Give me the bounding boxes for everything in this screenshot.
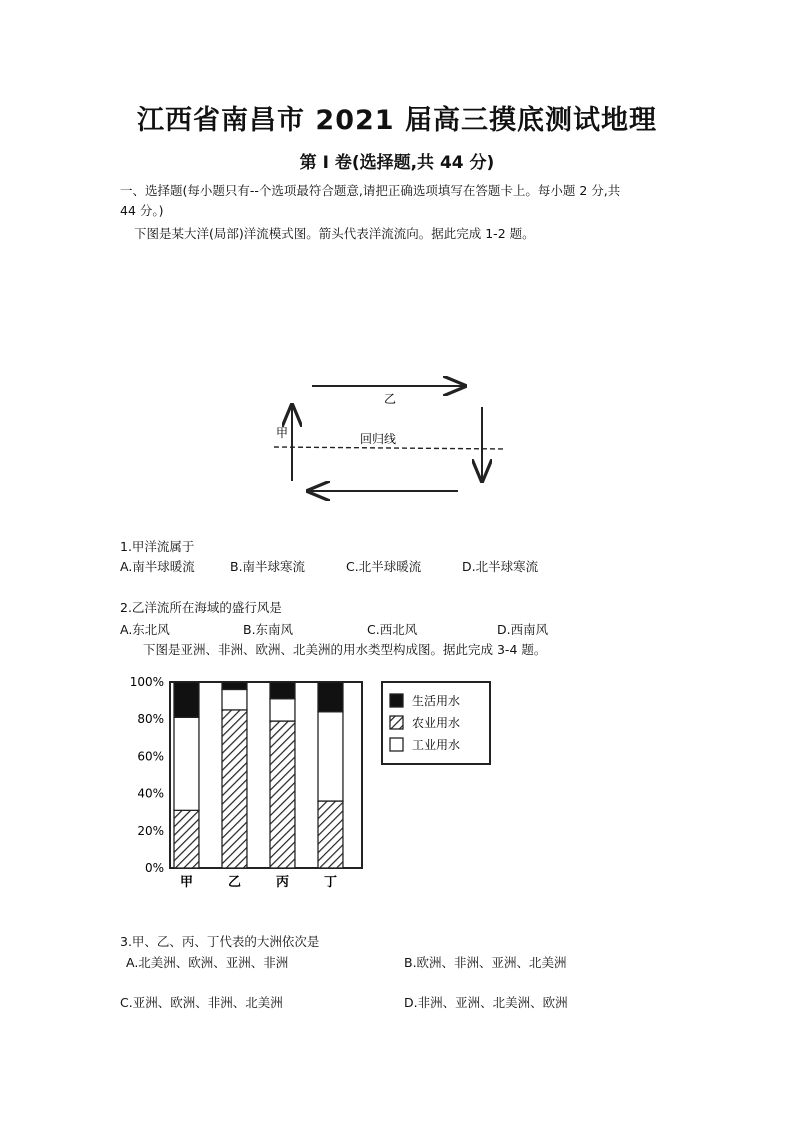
legend-swatch bbox=[390, 738, 403, 751]
q2-option-c[interactable]: C.西北风 bbox=[367, 622, 418, 637]
q1-option-b[interactable]: B.南半球寒流 bbox=[230, 559, 306, 574]
ocean-current-diagram bbox=[260, 365, 520, 515]
tropic-line bbox=[274, 447, 506, 449]
y-tick-label: 40% bbox=[137, 786, 164, 801]
x-tick-label: 乙 bbox=[227, 875, 241, 890]
bar-segment bbox=[270, 721, 295, 868]
x-tick-label: 甲 bbox=[179, 875, 193, 890]
label-tropic: 回归线 bbox=[360, 432, 397, 446]
legend-swatch bbox=[390, 716, 403, 729]
bar-segment bbox=[318, 712, 343, 801]
x-tick-label: 丁 bbox=[323, 875, 337, 890]
bar-segment bbox=[222, 682, 247, 689]
q3-stem: 3.甲、乙、丙、丁代表的大洲依次是 bbox=[120, 934, 320, 949]
q2-option-d[interactable]: D.西南风 bbox=[497, 622, 549, 637]
bar-segment bbox=[318, 801, 343, 868]
q1-stem: 1.甲洋流属于 bbox=[120, 539, 195, 554]
intro-water-use: 下图是亚洲、非洲、欧洲、北美洲的用水类型构成图。据此完成 3-4 题。 bbox=[143, 642, 547, 657]
legend-label: 工业用水 bbox=[412, 738, 461, 752]
label-yi: 乙 bbox=[384, 392, 397, 406]
legend-label: 生活用水 bbox=[412, 694, 461, 708]
y-tick-label: 60% bbox=[137, 749, 164, 764]
q2-option-b[interactable]: B.东南风 bbox=[243, 622, 294, 637]
bar-segment bbox=[174, 717, 199, 810]
q3-option-d[interactable]: D.非洲、亚洲、北美洲、欧洲 bbox=[404, 995, 568, 1010]
page-title: 江西省南昌市 2021 届高三摸底测试地理 bbox=[137, 105, 657, 136]
instructions-line-2: 44 分。) bbox=[120, 203, 164, 218]
bar-segment bbox=[174, 810, 199, 868]
bar-segment bbox=[174, 682, 199, 717]
q1-option-d[interactable]: D.北半球寒流 bbox=[462, 559, 539, 574]
bar-segment bbox=[270, 699, 295, 721]
bar-segment bbox=[270, 682, 295, 699]
q2-option-a[interactable]: A.东北风 bbox=[120, 622, 170, 637]
bar-segment bbox=[222, 710, 247, 868]
section-subtitle: 第 I 卷(选择题,共 44 分) bbox=[299, 153, 495, 173]
bar-segment bbox=[222, 689, 247, 709]
y-tick-label: 20% bbox=[137, 823, 164, 838]
instructions-line-1: 一、选择题(每小题只有--个选项最符合题意,请把正确选项填写在答题卡上。每小题 2 分,共 bbox=[120, 183, 621, 198]
legend-swatch bbox=[390, 694, 403, 707]
legend-label: 农业用水 bbox=[412, 716, 461, 730]
q2-stem: 2.乙洋流所在海域的盛行风是 bbox=[120, 600, 282, 615]
x-tick-label: 丙 bbox=[275, 875, 289, 890]
q1-option-a[interactable]: A.南半球暖流 bbox=[120, 559, 195, 574]
y-tick-label: 80% bbox=[137, 712, 164, 727]
water-use-chart bbox=[120, 668, 500, 898]
label-jia: 甲 bbox=[276, 426, 289, 440]
y-tick-label: 100% bbox=[129, 675, 164, 689]
q3-option-a[interactable]: A.北美洲、欧洲、亚洲、非洲 bbox=[126, 955, 289, 970]
q3-option-b[interactable]: B.欧洲、非洲、亚洲、北美洲 bbox=[404, 955, 567, 970]
intro-ocean-current: 下图是某大洋(局部)洋流模式图。箭头代表洋流流向。据此完成 1-2 题。 bbox=[134, 226, 535, 241]
q1-option-c[interactable]: C.北半球暖流 bbox=[346, 559, 422, 574]
y-tick-label: 0% bbox=[144, 861, 164, 875]
bar-segment bbox=[318, 682, 343, 712]
q3-option-c[interactable]: C.亚洲、欧洲、非洲、北美洲 bbox=[120, 995, 283, 1010]
